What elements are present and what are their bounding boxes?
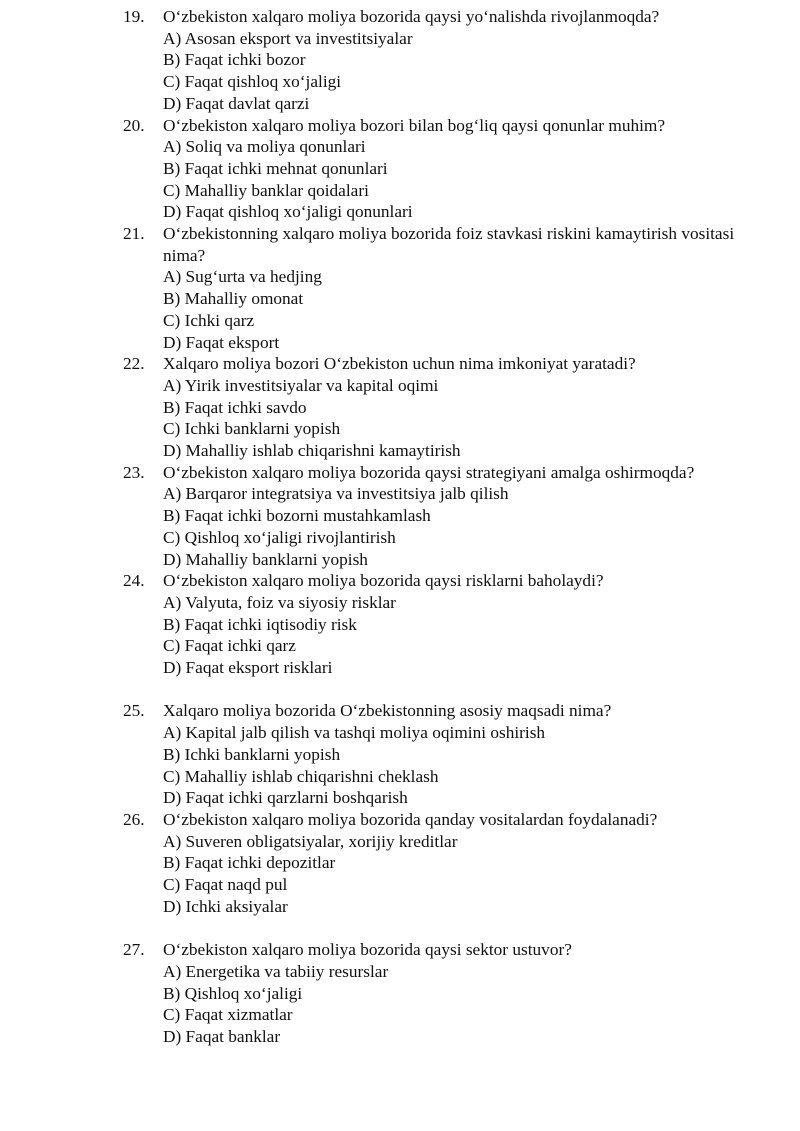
option-d: D) Mahalliy ishlab chiqarishni kamaytirish [163,441,461,461]
option-a: A) Barqaror integratsiya va investitsiya jalb qilish [163,484,509,504]
option-b: B) Faqat ichki mehnat qonunlari [163,158,388,178]
option-b: B) Faqat ichki bozor [163,50,306,70]
question-25 [0,700,800,809]
option-b: B) Faqat ichki iqtisodiy risk [163,614,357,634]
option-c: C) Qishloq xo‘jaligi rivojlantirish [163,527,396,547]
question-number: 25. [123,701,145,721]
option-a: A) Yirik investitsiyalar va kapital oqimi [163,375,439,395]
blank-line [0,679,800,701]
question-text: O‘zbekiston xalqaro moliya bozorida qaysi risklarni baholaydi? [163,571,604,591]
question-number: 23. [123,462,145,482]
option-b: B) Faqat ichki bozorni mustahkamlash [163,506,431,526]
question-21 [0,223,800,353]
question-text: Xalqaro moliya bozori O‘zbekiston uchun nima imkoniyat yaratadi? [163,354,636,374]
question-19 [0,6,800,115]
option-d: D) Faqat eksport risklari [163,658,333,678]
question-text: Xalqaro moliya bozorida O‘zbekistonning asosiy maqsadi nima? [163,701,612,721]
option-d: D) Faqat qishloq xo‘jaligi qonunlari [163,202,413,222]
option-a: A) Asosan eksport va investitsiyalar [163,28,413,48]
question-number: 24. [123,571,145,591]
question-number: 19. [123,7,145,26]
option-d: D) Faqat eksport [163,332,280,352]
option-a: A) Soliq va moliya qonunlari [163,137,366,157]
question-27 [0,939,800,1048]
question-26 [0,809,800,918]
option-b: B) Qishloq xo‘jaligi [163,983,303,1003]
option-b: B) Ichki banklarni yopish [163,744,341,764]
option-c: C) Mahalliy ishlab chiqarishni cheklash [163,766,439,786]
option-b: B) Faqat ichki savdo [163,397,307,417]
option-a: A) Kapital jalb qilish va tashqi moliya oqimini oshirish [163,723,546,743]
option-b: B) Faqat ichki depozitlar [163,853,336,873]
question-text: O‘zbekiston xalqaro moliya bozorida qanday vositalardan foydalanadi? [163,810,658,829]
question-20 [0,115,800,224]
question-text: O‘zbekiston xalqaro moliya bozori bilan bog‘liq qaysi qonunlar muhim? [163,115,666,135]
option-d: D) Faqat ichki qarzlarni boshqarish [163,788,408,808]
option-c: C) Faqat qishloq xo‘jaligi [163,72,342,92]
option-c: C) Ichki qarz [163,310,255,330]
option-a: A) Sug‘urta va hedjing [163,267,322,287]
question-number: 21. [123,224,145,244]
question-23 [0,462,800,571]
option-c: C) Mahalliy banklar qoidalari [163,180,369,200]
document-page [0,6,800,1048]
question-text: O‘zbekiston xalqaro moliya bozorida qaysi yo‘nalishda rivojlanmoqda? [163,7,660,26]
option-a: A) Valyuta, foiz va siyosiy risklar [163,592,396,612]
question-number: 20. [123,115,145,135]
question-text: O‘zbekiston xalqaro moliya bozorida qaysi sektor ustuvor? [163,940,572,960]
option-d: D) Faqat banklar [163,1027,281,1047]
option-d: D) Faqat davlat qarzi [163,93,310,113]
question-number: 27. [123,940,145,960]
option-c: C) Faqat ichki qarz [163,636,296,656]
option-d: D) Ichki aksiyalar [163,896,288,916]
option-c: C) Faqat xizmatlar [163,1005,293,1025]
option-a: A) Energetika va tabiiy resurslar [163,961,389,981]
option-c: C) Ichki banklarni yopish [163,419,341,439]
question-text: O‘zbekiston xalqaro moliya bozorida qaysi strategiyani amalga oshirmoqda? [163,462,695,482]
option-d: D) Mahalliy banklarni yopish [163,549,368,569]
question-text: O‘zbekistonning xalqaro moliya bozorida foiz stavkasi riskini kamaytirish vositasi nima? [163,224,735,265]
question-number: 26. [123,810,145,829]
option-b: B) Mahalliy omonat [163,289,304,309]
question-24 [0,570,800,679]
blank-line [0,918,800,940]
question-22 [0,353,800,462]
question-number: 22. [123,354,145,374]
option-a: A) Suveren obligatsiyalar, xorijiy kreditlar [163,831,458,851]
option-c: C) Faqat naqd pul [163,875,288,895]
